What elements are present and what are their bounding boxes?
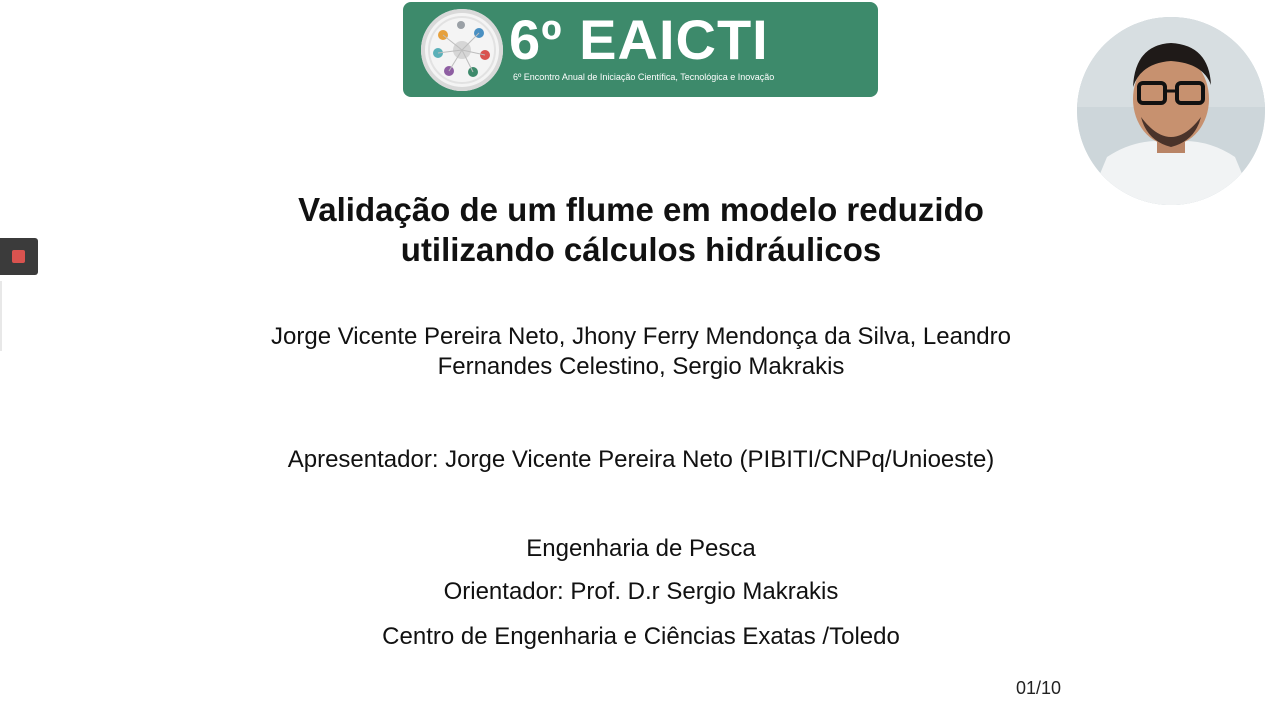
advisor-line: Orientador: Prof. D.r Sergio Makrakis xyxy=(443,578,839,605)
authors-line-1: Jorge Vicente Pereira Neto, Jhony Ferry Mendonça da Silva, Leandro xyxy=(271,323,1011,350)
center-line: Centro de Engenharia e Ciências Exatas /Toledo xyxy=(382,623,900,650)
course-line: Engenharia de Pesca xyxy=(526,535,756,562)
presenter-line: Apresentador: Jorge Vicente Pereira Neto (PIBITI/CNPq/Unioeste) xyxy=(287,446,995,473)
event-emblem-icon xyxy=(421,9,503,91)
event-subtitle: 6º Encontro Anual de Iniciação Científica, Tecnológica e Inovação xyxy=(513,72,775,82)
authors-line-2: Fernandes Celestino, Sergio Makrakis xyxy=(437,353,845,380)
slide-title-line-1: Validação de um flume em modelo reduzido xyxy=(298,191,984,228)
authors xyxy=(0,322,1282,382)
slide-title xyxy=(0,190,1282,270)
event-title: 6º EAICTI xyxy=(509,8,769,71)
slide-title-line-2: utilizando cálculos hidráulicos xyxy=(400,231,882,268)
presenter-webcam xyxy=(1077,17,1265,205)
event-logo-banner xyxy=(403,2,878,97)
page-number: 01/10 xyxy=(1016,678,1062,698)
